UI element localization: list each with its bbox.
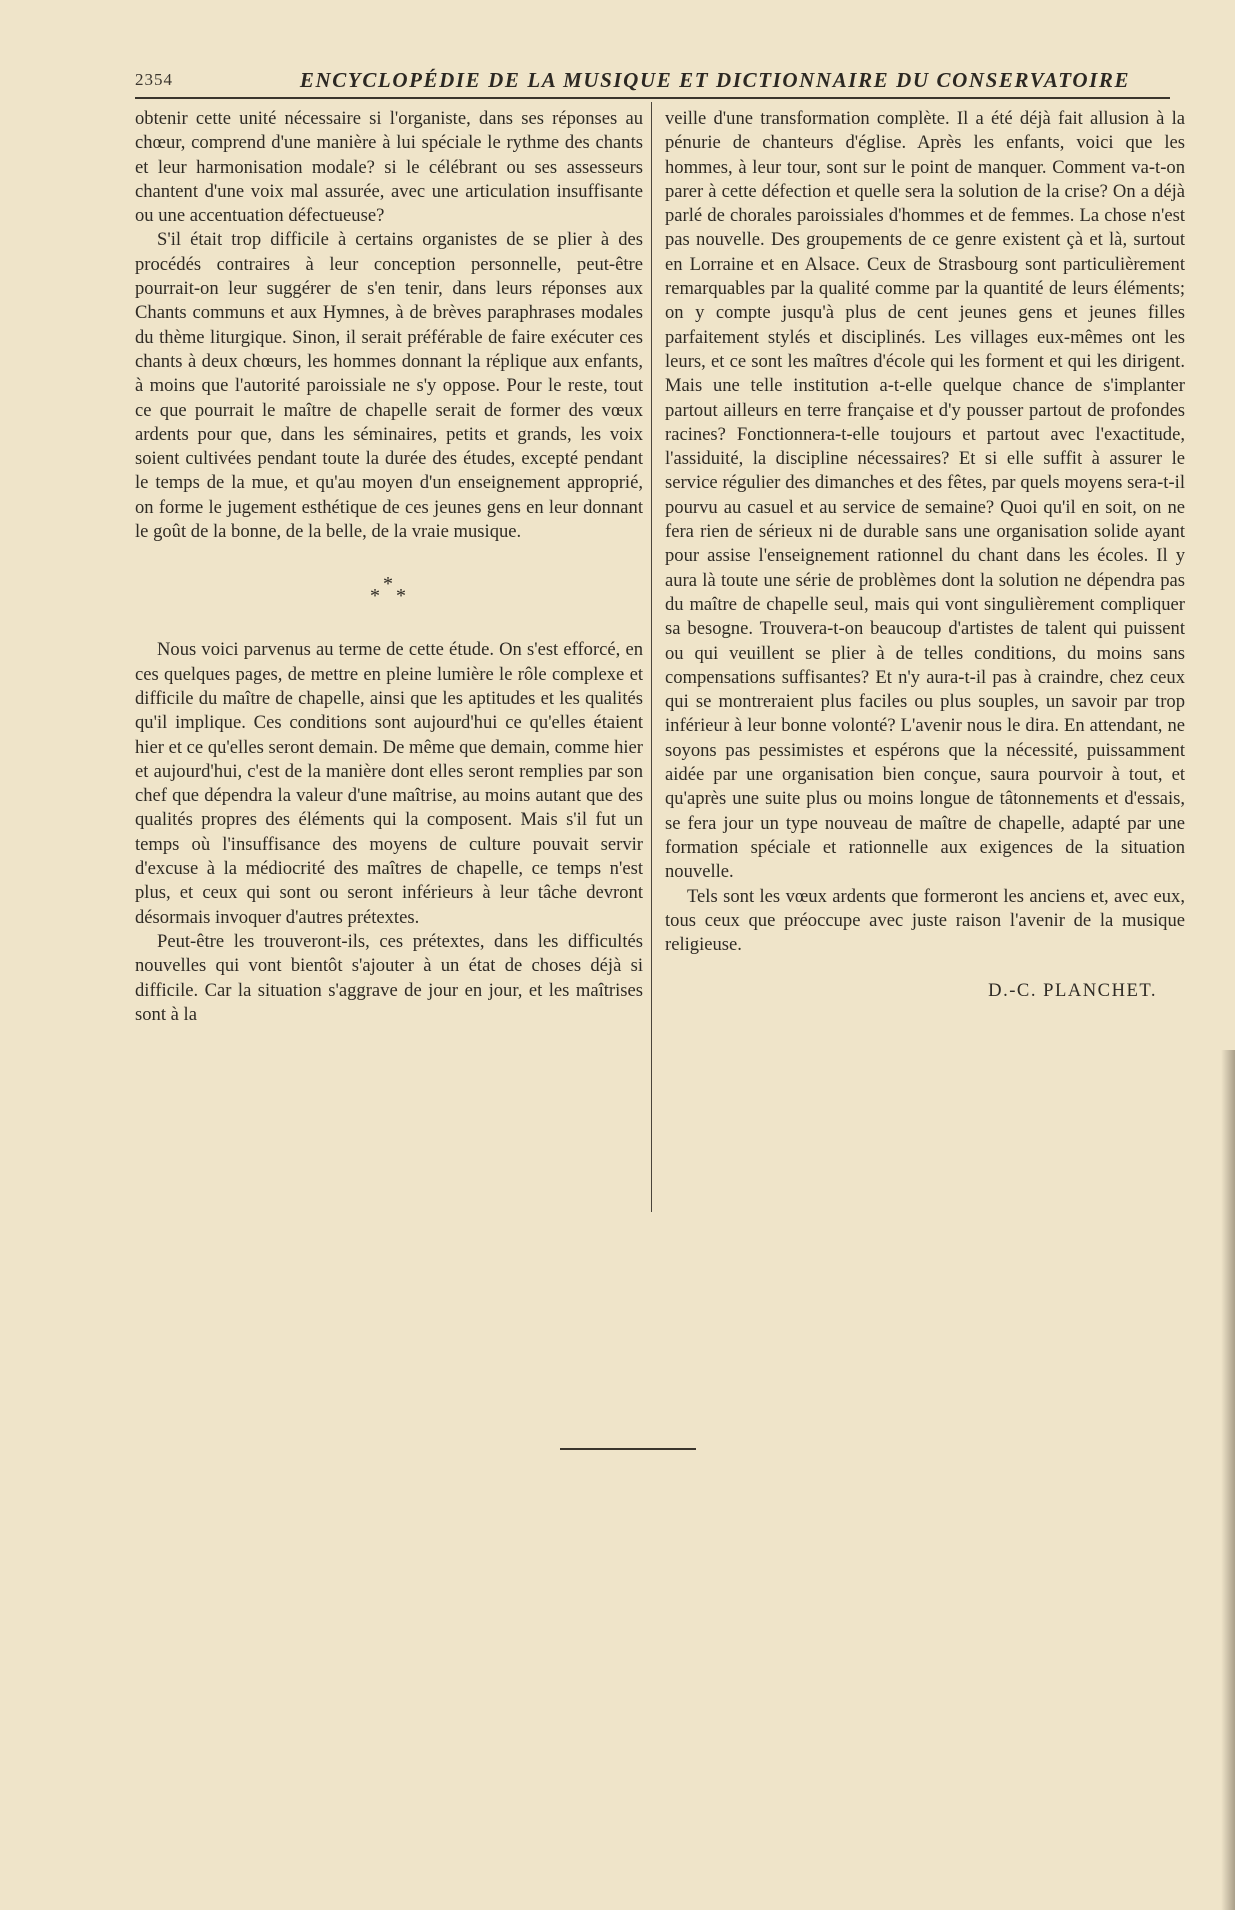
section-asterism (135, 574, 643, 606)
paragraph: Nous voici parvenus au terme de cette étude. On s'est efforcé, en ces quelques pages, de mettre en pleine lumière le rôle complexe et difficile du maître de chapelle, ainsi que les aptitudes et les qualités qu'il implique. Ces conditions sont aujourd'hui ce qu'elles étaient hier et ce qu'elles seront demain. De même que demain, comme hier et aujourd'hui, c'est de la manière dont elles seront remplies par son chef que dépendra la valeur d'une maîtrise, au moins autant que des qualités propres des éléments qui la composent. Mais s'il fut un temps où l'insuffisance des moyens de culture pouvait servir d'excuse à la médiocrité des maîtres de chapelle, ce temps n'est plus, et ceux qui sont ou seront inférieurs à leur tâche devront désormais invoquer d'autres prétextes. (135, 639, 643, 928)
paragraph: Tels sont les vœux ardents que formeront les anciens et, avec eux, tous ceux que préoccupe avec juste raison l'avenir de la musique religieuse. (665, 885, 1185, 956)
right-column (665, 107, 1185, 1004)
page-header (135, 68, 1170, 98)
paragraph: Peut-être les trouveront-ils, ces prétextes, dans les difficultés nouvelles qui vont bientôt s'ajouter à un état de choses déjà si difficile. Car la situation s'aggrave de jour en jour, et les maîtrises sont à la (135, 930, 643, 1025)
running-title: ENCYCLOPÉDIE DE LA MUSIQUE ET DICTIONNAIRE DU CONSERVATOIRE (299, 68, 1131, 92)
asterism-star: * (383, 573, 395, 596)
author-signature: D.-C. PLANCHET. (988, 980, 1157, 1002)
page-number: 2354 (135, 70, 173, 89)
column-divider (651, 102, 652, 1212)
paragraph: veille d'une transformation complète. Il a été déjà fait allusion à la pénurie de chanteurs d'église. Après les enfants, voici que les hommes, à leur tour, sont sur le point de manquer. Comment va-t-on parer à cette défection et quelle sera la solution de la crise? On a déjà parlé de chorales paroissiales d'hommes et de femmes. La chose n'est pas nouvelle. Des groupements de ce genre existent çà et là, surtout en Lorraine et en Alsace. Ceux de Strasbourg sont particulièrement remarquables par la qualité comme par la quantité de leurs éléments; on y compte jusqu'à plus de cent jeunes gens et jeunes filles parfaitement stylés et disciplinés. Les villages eux-mêmes ont les leurs, et ce sont les maîtres d'école qui les forment et qui les dirigent. Mais une telle institution a-t-elle quelque chance de s'implanter partout ailleurs en terre française et d'y pousser partout de profondes racines? Fonctionnera-t-elle toujours et partout avec l'exactitude, l'assiduité, la discipline nécessaires? Et si elle suffit à assurer le service régulier des dimanches et des fêtes, par quels moyens sera-t-il pourvu au casuel et au service de semaine? Quoi qu'il en soit, on ne fera rien de sérieux ni de durable sans une organisation solide ayant pour assise l'enseignement rationnel du chant dans les écoles. Il y aura là toute une série de problèmes dont la solution ne dépendra pas du maître de chapelle seul, mais qui vont singulièrement compliquer sa besogne. Trouvera-t-on beaucoup d'artistes de talent qui puissent ou qui veuillent se plier à de telles conditions, du moins sans compensations suffisantes? Et n'y aura-t-il pas à craindre, chez ceux qui se montreraient plus faciles ou plus souples, un savoir par trop inférieur à leur bonne volonté? L'avenir nous le dira. En attendant, ne soyons pas pessimistes et espérons que la nécessité, puissamment aidée par une organisation bien conçue, saura pourvoir à tout, et qu'après une suite plus ou moins longue de tâtonnements et d'essais, se fera jour un type nouveau de maître de chapelle, adapté par une formation spéciale et rationnelle aux exigences de la situation nouvelle. (665, 108, 1185, 883)
page-edge-shadow (1221, 1050, 1235, 1910)
asterism-star: * (396, 585, 408, 608)
paragraph: S'il était trop difficile à certains organistes de se plier à des procédés contraires à leur conception personnelle, peut-être pourrait-on leur suggérer de s'en tenir, dans leurs réponses aux Chants communs et aux Hymnes, à de brèves paraphrases modales du thème liturgique. Sinon, il serait préférable de faire exécuter ces chants à deux chœurs, les hommes donnant la réplique aux enfants, à moins que l'autorité paroissiale ne s'y oppose. Pour le reste, tout ce que pourrait le maître de chapelle serait de former des vœux ardents pour que, dans les séminaires, petits et grands, les voix soient cultivées pendant toute la durée des études, excepté pendant le temps de la mue, et qu'au moyen d'un enseignement approprié, on forme le jugement esthétique de ces jeunes gens en leur donnant le goût de la bonne, de la belle, de la vraie musique. (135, 229, 643, 543)
header-rule (135, 97, 1170, 99)
asterism-star: * (370, 585, 382, 608)
end-rule (560, 1448, 696, 1450)
paragraph: obtenir cette unité nécessaire si l'organiste, dans ses réponses au chœur, comprend d'une manière à lui spéciale le rythme des chants et leur harmonisation modale? si le célébrant ou ses assesseurs chantent d'une voix mal assurée, avec une articulation insuffisante ou une accentuation défectueuse? (135, 108, 643, 227)
left-column (135, 107, 643, 1027)
